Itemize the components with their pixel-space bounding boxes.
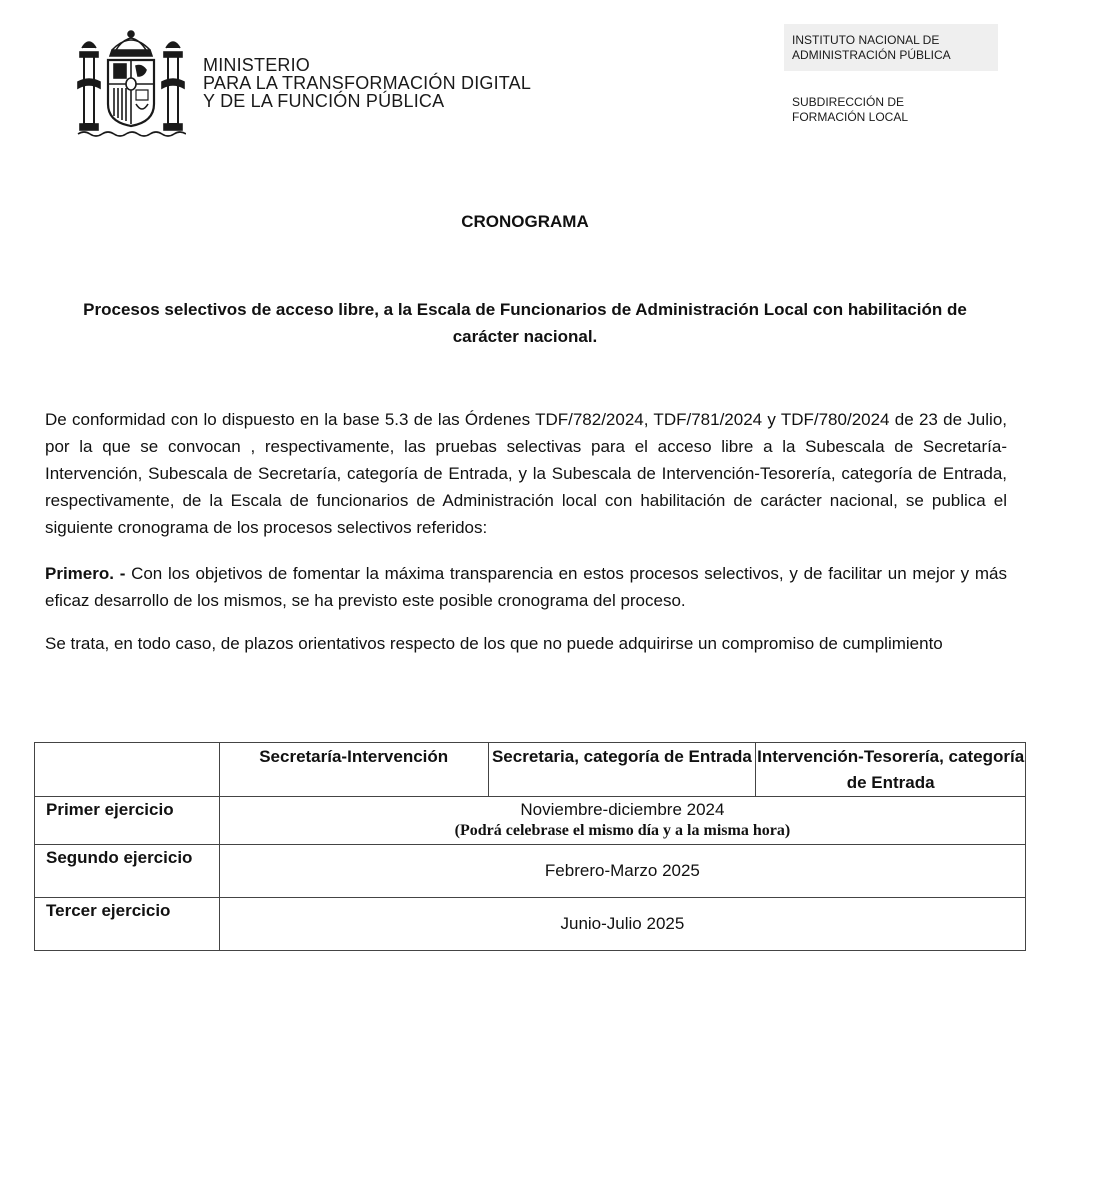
row-value-text: Noviembre-diciembre 2024 (520, 800, 725, 819)
primero-label: Primero. - (45, 564, 126, 583)
table-header-cell (35, 743, 220, 797)
institute-box (784, 24, 998, 71)
document-subtitle: Procesos selectivos de acceso libre, a la Escala de Funcionarios de Administración Local con habilitación de carácter nacional. (83, 300, 967, 346)
institute-line-2: ADMINISTRACIÓN PÚBLICA (792, 48, 951, 62)
subdirection-label (792, 95, 908, 125)
table-header-cell: Intervención-Tesorería, categoría de Entrada (756, 743, 1026, 797)
primero-paragraph (45, 560, 1007, 614)
disclaimer-paragraph: Se trata, en todo caso, de plazos orientativos respecto de los que no puede adquirirse un compromiso de cumplimiento (45, 634, 943, 653)
table-header-row (35, 743, 1026, 797)
ministry-line-1: MINISTERIO (203, 55, 311, 75)
spanish-coat-of-arms-icon (76, 26, 186, 138)
subdirection-line-1: SUBDIRECCIÓN DE (792, 95, 905, 109)
row-label: Primer ejercicio (35, 797, 220, 845)
table-header-cell: Secretaría-Intervención (219, 743, 488, 797)
ministry-line-3: Y DE LA FUNCIÓN PÚBLICA (203, 91, 445, 111)
row-label: Tercer ejercicio (35, 898, 220, 951)
ministry-line-2: PARA LA TRANSFORMACIÓN DIGITAL (203, 73, 532, 93)
table-row (35, 797, 1026, 845)
table-header-cell: Secretaria, categoría de Entrada (488, 743, 756, 797)
schedule-table (34, 742, 1026, 951)
subdirection-line-2: FORMACIÓN LOCAL (792, 110, 909, 124)
institute-line-1: INSTITUTO NACIONAL DE (792, 33, 940, 47)
intro-paragraph: De conformidad con lo dispuesto en la base 5.3 de las Órdenes TDF/782/2024, TDF/781/2024 y TDF/780/2024 de 23 de Julio, por la que se convocan , respectivamente, las pruebas selectivas para el acceso libre a la Subescala de Secretaría-Intervención, Subescala de Secretaría, categoría de Entrada, y la Subescala de Intervención-Tesorería, categoría de Entrada, respectivamente, de la Escala de funcionarios de Administración local con habilitación de carácter nacional, se publica el siguiente cronograma de los procesos selectivos referidos: (45, 410, 1007, 537)
row-label: Segundo ejercicio (35, 845, 220, 898)
ministry-name (203, 56, 531, 110)
row-value (219, 797, 1025, 845)
document-title: CRONOGRAMA (461, 212, 589, 231)
row-note: (Podrá celebrase el mismo día y a la misma hora) (454, 822, 791, 839)
row-value: Junio-Julio 2025 (219, 898, 1025, 951)
row-value: Febrero-Marzo 2025 (219, 845, 1025, 898)
primero-text: Con los objetivos de fomentar la máxima transparencia en estos procesos selectivos, y de facilitar un mejor y más eficaz desarrollo de los mismos, se ha previsto este posible cronograma del proceso. (45, 564, 1007, 610)
table-row (35, 898, 1026, 951)
table-row (35, 845, 1026, 898)
